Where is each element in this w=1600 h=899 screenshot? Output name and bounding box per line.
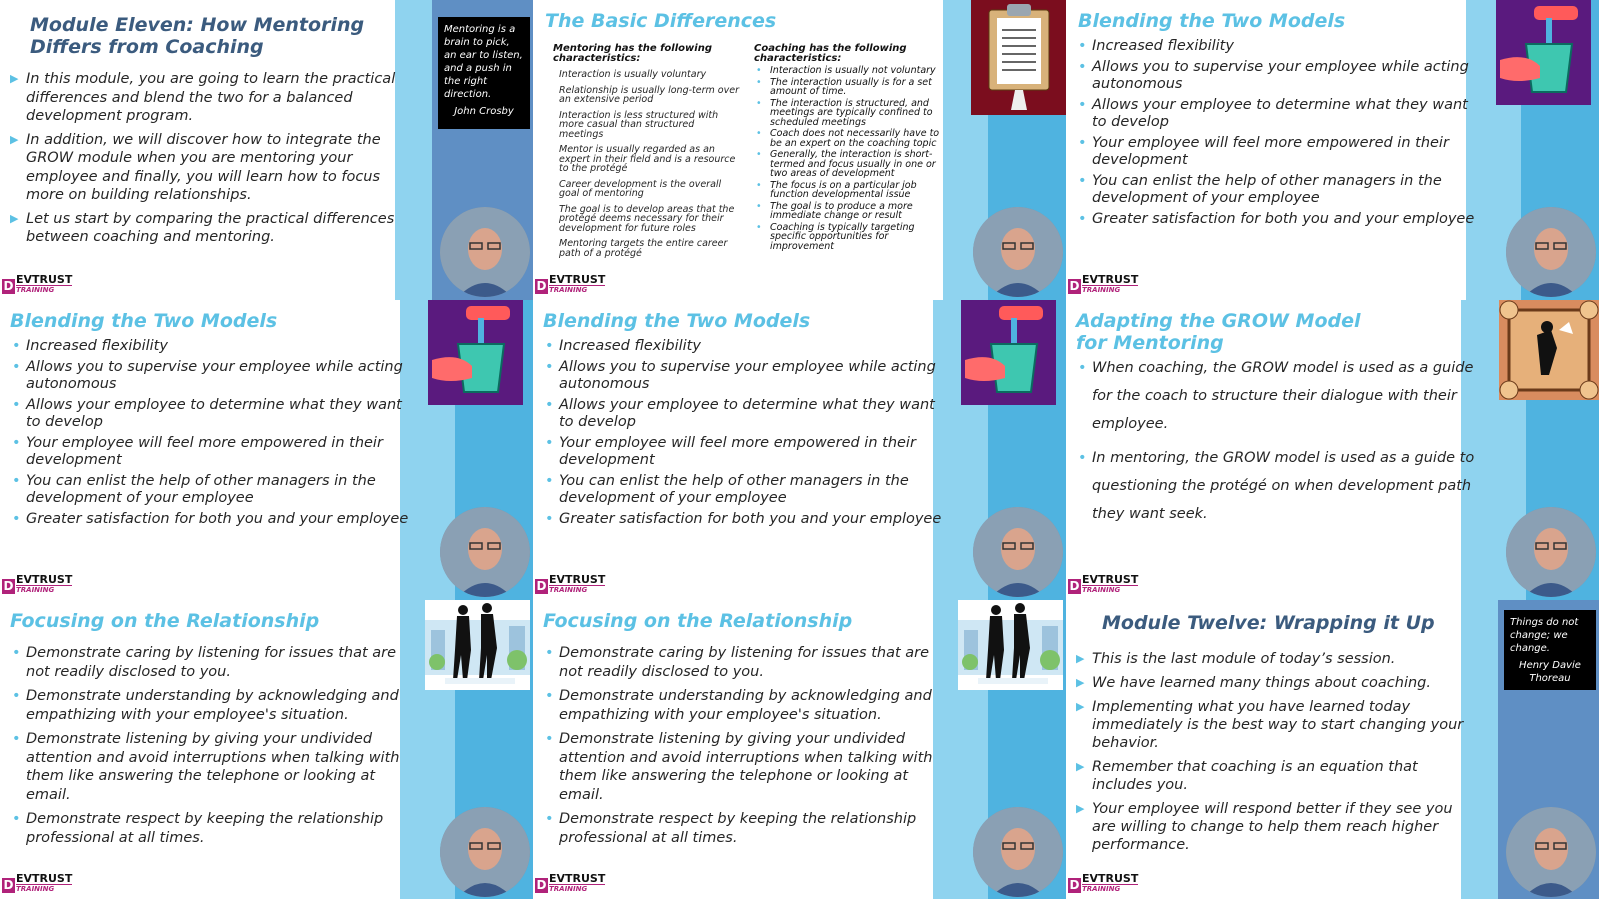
quote-box: [438, 17, 530, 129]
list-item: • Demonstrate respect by keeping the relationship professional at all times.: [543, 810, 943, 847]
list-item: Relationship is usually long-term over an extensive period: [559, 84, 739, 105]
faucet-icon: [961, 300, 1056, 405]
logo-letter: D: [536, 579, 547, 593]
list-item: • Demonstrate respect by keeping the relationship professional at all times.: [10, 810, 410, 847]
list-item: ▶ This is the last module of today’s session.: [1076, 650, 1466, 668]
bullet-list: [10, 338, 410, 528]
list-item: Mentor is usually regarded as an expert in their field and is a resource to the protégé: [559, 144, 736, 174]
logo-letter: D: [1069, 279, 1080, 293]
list-item: • Interaction is usually not voluntary: [754, 66, 944, 76]
devtrust-logo: [1068, 574, 1138, 594]
mentoring-column: [543, 44, 741, 258]
logo-word: EVTRUST: [1082, 872, 1139, 885]
devtrust-logo: [1068, 873, 1138, 893]
list-item: • Demonstrate caring by listening for issues that are not readily disclosed to you.: [10, 644, 410, 681]
logo-sub: TRAINING: [549, 884, 605, 893]
logo-letter: D: [3, 878, 14, 892]
list-item: • When coaching, the GROW model is used as a guide for the coach to structure their dialogue with their employee.: [1076, 354, 1476, 438]
slide-focusing-relationship[interactable]: [0, 600, 533, 899]
devtrust-logo: [1068, 274, 1138, 294]
list-item: • Increased flexibility: [1076, 38, 1476, 55]
quote-author: John Crosby: [454, 106, 514, 117]
mentoring-list: [543, 70, 741, 258]
logo-letter: D: [536, 279, 547, 293]
logo-sub: TRAINING: [549, 585, 605, 594]
list-item: • You can enlist the help of other managers in the development of your employee: [543, 473, 943, 507]
list-item: • Coach does not necessarily have to be an expert on the coaching topic: [754, 129, 944, 148]
list-item: • Demonstrate understanding by acknowledging and empathizing with your employee's situation.: [10, 687, 410, 724]
list-item: • In mentoring, the GROW model is used as a guide to questioning the protégé on when development path they want seek.: [1076, 444, 1476, 528]
business-people-icon: [425, 600, 530, 690]
slide-title: Module Twelve: Wrapping it Up: [1102, 612, 1435, 634]
list-item: • Allows you to supervise your employee while acting autonomous: [1076, 59, 1476, 93]
devtrust-logo: [2, 574, 72, 594]
list-item: • The interaction usually is for a set amount of time.: [754, 78, 944, 97]
presenter-avatar: [440, 507, 530, 597]
list-item: • The interaction is structured, and meetings are typically confined to scheduled meetings: [754, 99, 944, 128]
slide-module-twelve[interactable]: [1066, 600, 1599, 899]
presenter-avatar: [973, 807, 1063, 897]
logo-word: EVTRUST: [16, 273, 73, 286]
coaching-list: [754, 66, 944, 251]
coaching-column: [754, 44, 944, 251]
list-item: ▶ Implementing what you have learned today immediately is the best way to start changing your behavior.: [1076, 698, 1466, 752]
list-item: Interaction is less structured with more casual than structured meetings: [559, 109, 719, 140]
logo-word: EVTRUST: [1082, 273, 1139, 286]
business-people-clipart: [958, 600, 1063, 690]
list-item: Interaction is usually voluntary: [559, 69, 707, 80]
list-item: • Allows your employee to determine what they want to develop: [543, 397, 943, 431]
list-item: • Demonstrate understanding by acknowledging and empathizing with your employee's situation.: [543, 687, 943, 724]
list-item: • Your employee will feel more empowered in their development: [543, 435, 943, 469]
column-heading: Mentoring has the following characteristics:: [553, 43, 712, 64]
logo-letter: D: [3, 279, 14, 293]
list-item: • Coaching is typically targeting specific opportunities for improvement: [754, 223, 944, 252]
presenter-face-icon: [440, 507, 530, 597]
column-heading: Coaching has the following characteristics:: [754, 43, 907, 64]
logo-word: EVTRUST: [16, 573, 73, 586]
presenter-face-icon: [973, 507, 1063, 597]
logo-sub: TRAINING: [16, 585, 72, 594]
devtrust-logo: [535, 274, 605, 294]
list-item: • Greater satisfaction for both you and your employee: [543, 511, 943, 528]
presenter-face-icon: [440, 207, 530, 297]
logo-letter: D: [536, 878, 547, 892]
logo-sub: TRAINING: [1082, 585, 1138, 594]
faucet-icon: [1496, 0, 1591, 105]
slide-title: The Basic Differences: [545, 10, 777, 32]
list-item: ▶ In this module, you are going to learn the practical differences and blend the two for a balanced development program.: [10, 70, 410, 126]
devtrust-logo: [2, 873, 72, 893]
quote-box: [1504, 610, 1596, 690]
faucet-clipart: [428, 300, 523, 405]
list-item: • The focus is on a particular job function developmental issue: [754, 181, 944, 200]
presenter-avatar: [973, 207, 1063, 297]
list-item: ▶ Remember that coaching is an equation that includes you.: [1076, 758, 1466, 794]
devtrust-logo: [535, 574, 605, 594]
presenter-avatar: [1506, 807, 1596, 897]
devtrust-logo: [535, 873, 605, 893]
slide-title: Module Eleven: How Mentoring Differs from Coaching: [30, 14, 365, 58]
list-item: • Allows your employee to determine what they want to develop: [10, 397, 410, 431]
presenter-avatar: [973, 507, 1063, 597]
list-item: Mentoring targets the entire career path of a protégé: [559, 238, 728, 259]
slide-title: Focusing on the Relationship: [543, 610, 853, 632]
list-item: • Generally, the interaction is short-termed and focus usually in one or two areas of development: [754, 150, 944, 179]
logo-word: EVTRUST: [549, 872, 606, 885]
faucet-icon: [428, 300, 523, 405]
clipboard-clipart: [971, 0, 1066, 115]
list-item: • You can enlist the help of other managers in the development of your employee: [10, 473, 410, 507]
list-item: • Allows your employee to determine what they want to develop: [1076, 97, 1476, 131]
faucet-clipart: [961, 300, 1056, 405]
quote-text: Mentoring is a brain to pick, an ear to listen, and a push in the right direction.: [444, 24, 523, 100]
presenter-face-icon: [1506, 507, 1596, 597]
logo-sub: TRAINING: [16, 884, 72, 893]
slide-title: Adapting the GROW Model for Mentoring: [1076, 310, 1361, 354]
logo-word: EVTRUST: [549, 273, 606, 286]
logo-letter: D: [1069, 878, 1080, 892]
bullet-list: [1076, 354, 1476, 528]
bullet-list: [1076, 650, 1466, 854]
logo-letter: D: [1069, 579, 1080, 593]
logo-word: EVTRUST: [549, 573, 606, 586]
presenter-face-icon: [1506, 807, 1596, 897]
presenter-face-icon: [1506, 207, 1596, 297]
logo-sub: TRAINING: [1082, 884, 1138, 893]
slide-basic-differences[interactable]: [533, 0, 1066, 300]
slide-blending-models[interactable]: [0, 300, 533, 600]
list-item: • Increased flexibility: [10, 338, 410, 355]
list-item: • Demonstrate listening by giving your undivided attention and avoid interruptions when talking with them like answering the telephone or looking at email.: [543, 730, 943, 804]
list-item: • Allows you to supervise your employee while acting autonomous: [543, 359, 943, 393]
list-item: • Greater satisfaction for both you and your employee: [10, 511, 410, 528]
presenter-avatar: [440, 207, 530, 297]
clipboard-icon: [971, 0, 1066, 115]
list-item: • You can enlist the help of other managers in the development of your employee: [1076, 173, 1476, 207]
list-item: The goal is to develop areas that the protégé deems necessary for their development for future roles: [559, 203, 735, 234]
list-item: • The goal is to produce a more immediate change or result: [754, 202, 944, 221]
list-item: • Demonstrate listening by giving your undivided attention and avoid interruptions when talking with them like answering the telephone or looking at email.: [10, 730, 410, 804]
list-item: • Demonstrate caring by listening for issues that are not readily disclosed to you.: [543, 644, 943, 681]
quote-text: Things do not change; we change.: [1510, 617, 1579, 654]
slide-module-eleven[interactable]: [0, 0, 533, 300]
slide-title: Focusing on the Relationship: [10, 610, 320, 632]
presenter-face-icon: [440, 807, 530, 897]
slide-focusing-relationship[interactable]: [533, 600, 1066, 899]
slide-adapting-grow[interactable]: [1066, 300, 1599, 600]
faucet-clipart: [1496, 0, 1591, 105]
list-item: • Your employee will feel more empowered in their development: [1076, 135, 1476, 169]
logo-word: EVTRUST: [1082, 573, 1139, 586]
logo-letter: D: [3, 579, 14, 593]
business-people-icon: [958, 600, 1063, 690]
grow-clipart: [1499, 300, 1599, 400]
list-item: ▶ Your employee will respond better if they see you are willing to change to help them reach higher performance.: [1076, 800, 1466, 854]
bullet-list: [543, 644, 943, 847]
business-people-clipart: [425, 600, 530, 690]
slide-blending-models[interactable]: [1066, 0, 1599, 300]
list-item: • Allows you to supervise your employee while acting autonomous: [10, 359, 410, 393]
slide-blending-models[interactable]: [533, 300, 1066, 600]
quote-author: Henry Davie Thoreau: [1519, 660, 1581, 684]
logo-sub: TRAINING: [549, 285, 605, 294]
slide-decoration: [1461, 600, 1501, 899]
list-item: • Greater satisfaction for both you and your employee: [1076, 211, 1476, 228]
slide-title: Blending the Two Models: [10, 310, 278, 332]
list-item: ▶ In addition, we will discover how to integrate the GROW module when you are mentoring your employee and finally, you will learn how to focus more on building relationships.: [10, 131, 410, 205]
list-item: ▶ Let us start by comparing the practical differences between coaching and mentoring.: [10, 210, 410, 247]
bullet-list: [10, 70, 410, 247]
bullet-list: [1076, 38, 1476, 228]
list-item: • Increased flexibility: [543, 338, 943, 355]
logo-sub: TRAINING: [16, 285, 72, 294]
list-item: ▶ We have learned many things about coaching.: [1076, 674, 1466, 692]
presenter-face-icon: [973, 807, 1063, 897]
presenter-avatar: [440, 807, 530, 897]
list-item: • Your employee will feel more empowered in their development: [10, 435, 410, 469]
presenter-avatar: [1506, 507, 1596, 597]
logo-sub: TRAINING: [1082, 285, 1138, 294]
slide-title: Blending the Two Models: [543, 310, 811, 332]
presenter-face-icon: [973, 207, 1063, 297]
devtrust-logo: [2, 274, 72, 294]
bullet-list: [543, 338, 943, 528]
bullet-list: [10, 644, 410, 847]
businessman-chess-icon: [1499, 300, 1599, 400]
logo-word: EVTRUST: [16, 872, 73, 885]
presenter-avatar: [1506, 207, 1596, 297]
list-item: Career development is the overall goal of mentoring: [559, 178, 722, 199]
slide-title: Blending the Two Models: [1078, 10, 1346, 32]
